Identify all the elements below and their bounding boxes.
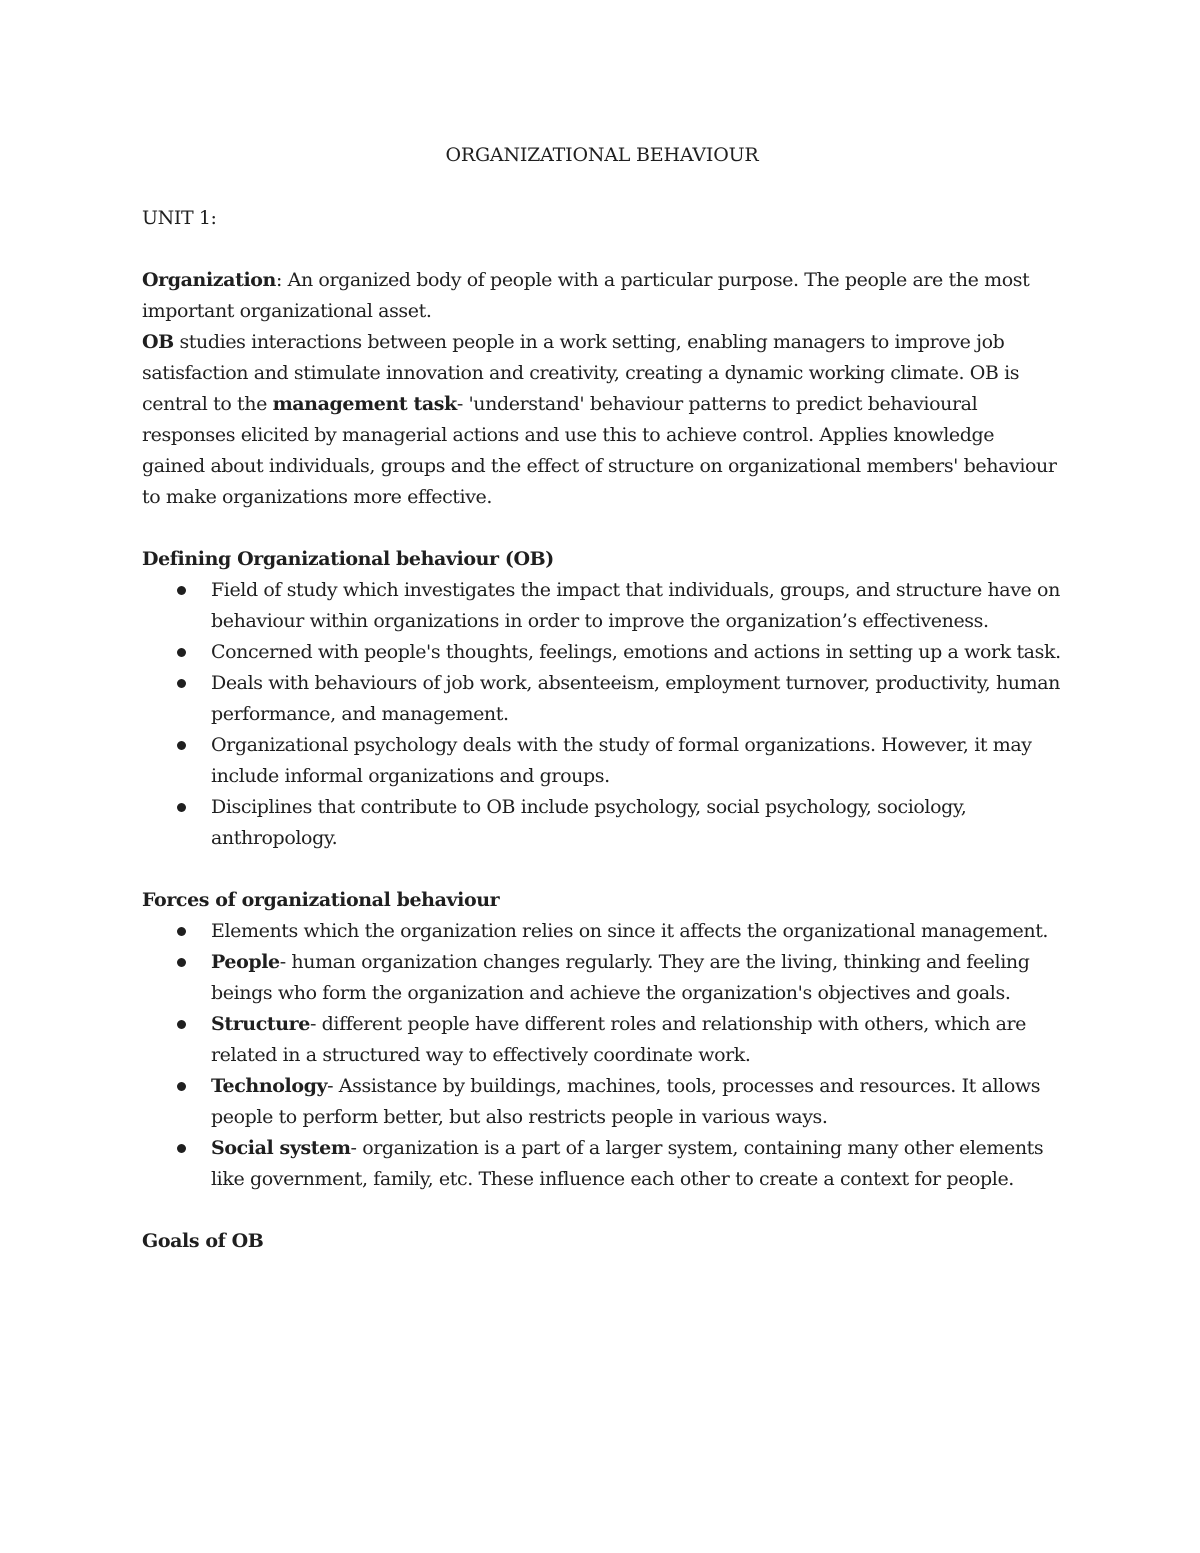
list-item-text: Elements which the organization relies on since it affects the organizational management. xyxy=(211,920,1049,942)
list-item-text: - organization is a part of a larger system, containing many other elements like government, family, etc. These influence each other to create a context for people. xyxy=(211,1137,1044,1190)
bullet-icon xyxy=(177,586,186,595)
spacer xyxy=(142,854,1062,885)
document-page xyxy=(142,140,1062,1257)
list-item-text: - human organization changes regularly. They are the living, thinking and feeling beings who form the organization and achieve the organization's objectives and goals. xyxy=(211,951,1030,1004)
list-item-text: Field of study which investigates the impact that individuals, groups, and structure have on behaviour within organizations in order to improve the organization’s effectiveness. xyxy=(211,579,1060,632)
ob-description-text-1: studies interactions between people in a work setting, enabling managers to improve job satisfaction and stimulate innovation and creativity, creating a dynamic working climate. OB is central to the xyxy=(142,331,1020,415)
list-item xyxy=(211,1071,1062,1133)
bullet-icon xyxy=(177,958,186,967)
organization-definition-text: : An organized body of people with a particular purpose. The people are the most important organizational asset. xyxy=(142,269,1030,322)
management-task-term: management task xyxy=(272,393,457,415)
bullet-icon xyxy=(177,679,186,688)
ob-term: OB xyxy=(142,331,174,353)
spacer xyxy=(142,1195,1062,1226)
list-item-text: Organizational psychology deals with the study of formal organizations. However, it may include informal organizations and groups. xyxy=(211,734,1032,787)
list-item-term: Technology xyxy=(211,1075,328,1097)
organization-definition xyxy=(142,265,1062,327)
bullet-icon xyxy=(177,648,186,657)
bullet-icon xyxy=(177,1082,186,1091)
list-item xyxy=(211,1133,1062,1195)
bullet-icon xyxy=(177,803,186,812)
unit-heading: UNIT 1: xyxy=(142,207,217,229)
bullet-icon xyxy=(177,1020,186,1029)
list-item-term: Structure xyxy=(211,1013,310,1035)
list-item xyxy=(211,947,1062,1009)
list-item-term: Social system xyxy=(211,1137,351,1159)
list-item-text: - Assistance by buildings, machines, tools, processes and resources. It allows people to perform better, but also restricts people in various ways. xyxy=(211,1075,1041,1128)
forces-list xyxy=(142,916,1062,1195)
defining-ob-list xyxy=(142,575,1062,854)
list-item-text: Disciplines that contribute to OB include psychology, social psychology, sociology, anthropology. xyxy=(211,796,967,849)
list-item-term: People xyxy=(211,951,280,973)
goals-heading: Goals of OB xyxy=(142,1230,264,1252)
list-item xyxy=(211,792,1062,854)
document-title: ORGANIZATIONAL BEHAVIOUR xyxy=(445,144,759,166)
list-item xyxy=(211,637,1062,668)
defining-ob-heading: Defining Organizational behaviour (OB) xyxy=(142,548,554,570)
list-item-text: Deals with behaviours of job work, absenteeism, employment turnover, productivity, human performance, and management. xyxy=(211,672,1060,725)
list-item xyxy=(211,730,1062,792)
list-item xyxy=(211,575,1062,637)
list-item xyxy=(211,668,1062,730)
bullet-icon xyxy=(177,927,186,936)
bullet-icon xyxy=(177,741,186,750)
list-item-text: - different people have different roles and relationship with others, which are related in a structured way to effectively coordinate work. xyxy=(211,1013,1027,1066)
spacer xyxy=(142,513,1062,544)
forces-heading: Forces of organizational behaviour xyxy=(142,889,500,911)
ob-description-text-2: - 'understand' behaviour patterns to predict behavioural responses elicited by managerial actions and use this to achieve control. Applies knowledge gained about individuals, groups and the effect of structure on organizational members' behaviour to make organizations more effective. xyxy=(142,393,1057,508)
list-item xyxy=(211,1009,1062,1071)
ob-description xyxy=(142,327,1062,513)
bullet-icon xyxy=(177,1144,186,1153)
list-item-text: Concerned with people's thoughts, feelings, emotions and actions in setting up a work task. xyxy=(211,641,1061,663)
organization-term: Organization xyxy=(142,269,276,291)
list-item xyxy=(211,916,1062,947)
